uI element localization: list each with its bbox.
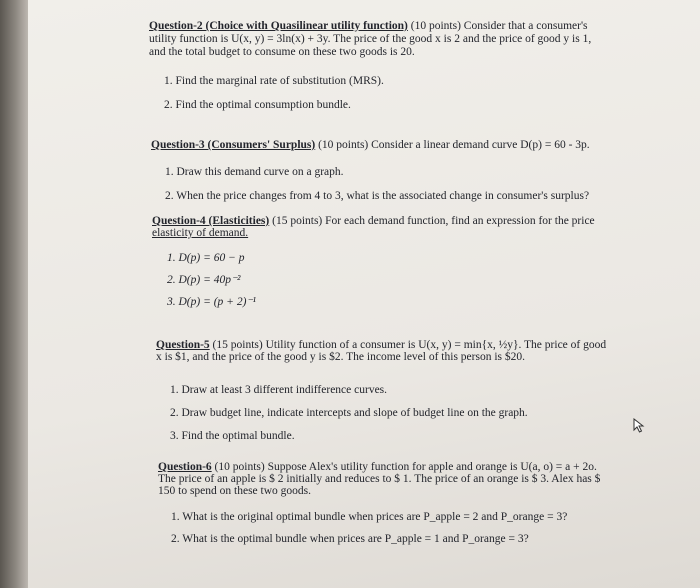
q4-title: Question-4 (Elasticities) [152, 215, 270, 227]
q6-points: (10 points) Suppose Alex's utility function for apple and orange is U(a, o) = a + 2o. [214, 461, 597, 473]
q2-line3: and the total budget to consume on these two goods is 20. [149, 46, 415, 58]
q3-heading [151, 139, 590, 152]
q2-points: (10 points) Consider that a consumer's [410, 20, 588, 32]
document-page [28, 0, 700, 588]
q6-title: Question-6 [158, 461, 212, 473]
q6-line3: 150 to spend on these two goods. [158, 485, 312, 497]
q3-points: (10 points) Consider a linear demand curve D(p) = 60 - 3p. [318, 139, 590, 151]
q4-item-3: 3. D(p) = (p + 2)⁻¹ [167, 296, 256, 308]
q2-line2: utility function is U(x, y) = 3ln(x) + 3y. The price of the good x is 2 and the price of good y is 1, [149, 33, 592, 45]
q6-item-1: 1. What is the original optimal bundle when prices are P_apple = 2 and P_orange = 3? [171, 511, 568, 523]
q4-item-2: 2. D(p) = 40p⁻² [167, 274, 241, 286]
q5-line2: x is $1, and the price of the good y is $2. The income level of this person is $20. [156, 351, 525, 363]
q2-heading [149, 20, 588, 33]
q5-item-3: 3. Find the optimal bundle. [170, 430, 295, 442]
q3-item-2: 2. When the price changes from 4 to 3, what is the associated change in consumer's surplus? [165, 190, 590, 202]
q5-item-1: 1. Draw at least 3 different indifference curves. [170, 384, 388, 396]
q3-item-1: 1. Draw this demand curve on a graph. [165, 166, 344, 178]
q4-points: (15 points) For each demand function, find an expression for the price [272, 215, 595, 227]
q2-item-1: 1. Find the marginal rate of substitution (MRS). [164, 75, 384, 87]
q4-item-1: 1. D(p) = 60 − p [167, 252, 245, 264]
q5-item-2: 2. Draw budget line, indicate intercepts and slope of budget line on the graph. [170, 407, 528, 419]
mouse-pointer-icon [633, 418, 647, 434]
q2-title: Question-2 (Choice with Quasilinear utility function) [149, 20, 408, 32]
q5-points: (15 points) Utility function of a consumer is U(x, y) = min{x, ½y}. The price of good [212, 339, 607, 351]
q6-item-2: 2. What is the optimal bundle when prices are P_apple = 1 and P_orange = 3? [171, 533, 529, 545]
q6-line2: The price of an apple is $ 2 initially and reduces to $ 1. The price of an orange is $ 3. Alex has $ [158, 473, 601, 485]
left-edge-shadow [0, 0, 28, 588]
q4-line2: elasticity of demand. [152, 227, 249, 239]
q2-item-2: 2. Find the optimal consumption bundle. [164, 99, 351, 111]
q5-title: Question-5 [156, 339, 210, 351]
q3-title: Question-3 (Consumers' Surplus) [151, 139, 316, 151]
